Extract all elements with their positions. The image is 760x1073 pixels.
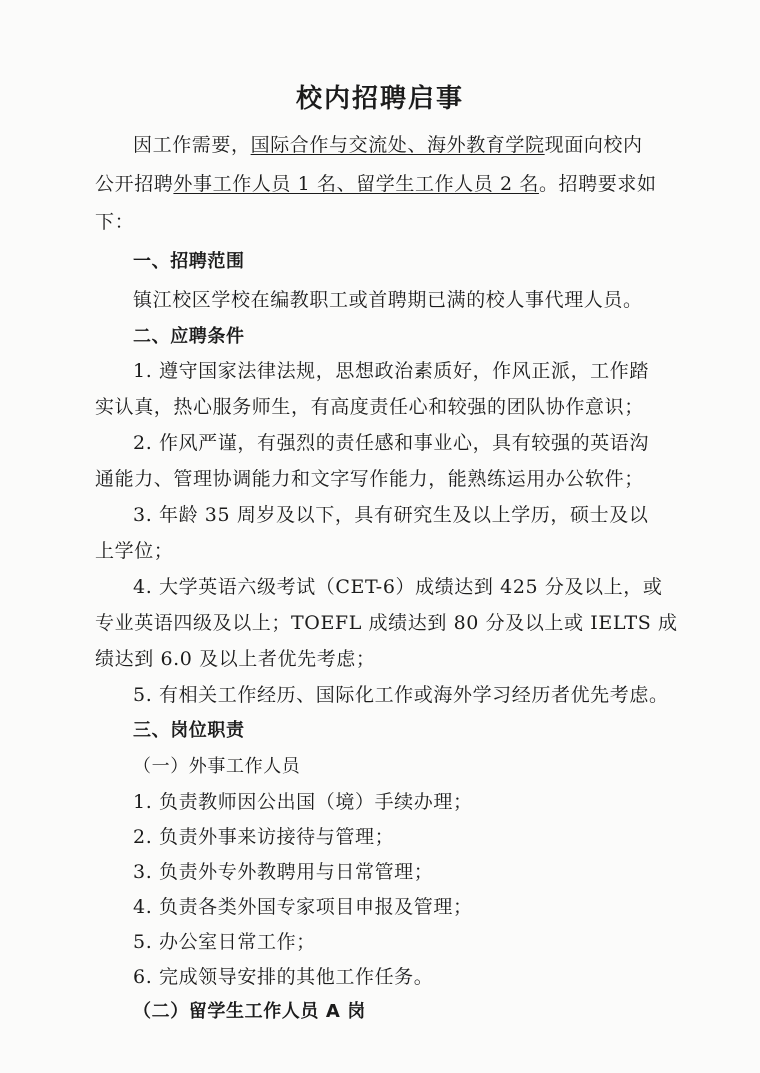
intro-text: 。招聘要求如 [538,173,657,195]
section-heading-requirements: 二、应聘条件 [133,326,245,347]
requirement-2-line-2: 通能力、管理协调能力和文字写作能力，能熟练运用办公软件； [95,468,644,490]
section-heading-duties: 三、岗位职责 [133,720,245,741]
requirement-1-line-1: 1. 遵守国家法律法规，思想政治素质好，作风正派，工作踏 [133,360,649,382]
intro-text: 公开招聘 [95,173,174,195]
positions-count: 外事工作人员 1 名、留学生工作人员 2 名 [173,173,539,195]
subsection-heading-foreign-affairs: （一）外事工作人员 [133,756,301,777]
scope-text: 镇江校区学校在编教职工或首聘期已满的校人事代理人员。 [133,289,643,311]
intro-line-1 [133,130,643,157]
duty-item: 2. 负责外事来访接待与管理； [133,826,395,848]
duty-item: 3. 负责外专外教聘用与日常管理； [133,861,434,883]
subsection-heading-international-students: （二）留学生工作人员 A 岗 [133,1001,366,1022]
requirement-3-line-1: 3. 年龄 35 周岁及以下，具有研究生及以上学历，硕士及以 [133,504,649,526]
duty-item: 5. 办公室日常工作； [133,931,316,953]
requirement-2-line-1: 2. 作风严谨，有强烈的责任感和事业心，具有较强的英语沟 [133,432,649,454]
intro-text: 因工作需要， [133,134,251,156]
requirement-4-line-2: 专业英语四级及以上；TOEFL 成绩达到 80 分及以上或 IELTS 成 [95,612,678,634]
intro-line-2 [95,169,657,196]
intro-text: 现面向校内 [544,134,643,156]
requirement-5-line-1: 5. 有相关工作经历、国际化工作或海外学习经历者优先考虑。 [133,684,669,706]
department-name: 国际合作与交流处、海外教育学院 [250,134,545,156]
intro-line-3: 下： [95,211,135,233]
requirement-4-line-3: 绩达到 6.0 及以上者优先考虑； [95,648,376,670]
requirement-1-line-2: 实认真，热心服务师生，有高度责任心和较强的团队协作意识； [95,396,644,418]
requirement-3-line-2: 上学位； [95,540,174,562]
duty-item: 1. 负责教师因公出国（境）手续办理； [133,791,473,813]
requirement-4-line-1: 4. 大学英语六级考试（CET-6）成绩达到 425 分及以上，或 [133,576,663,598]
section-heading-scope: 一、招聘范围 [133,251,245,272]
duty-item: 6. 完成领导安排的其他工作任务。 [133,966,434,988]
document-title: 校内招聘启事 [295,84,464,114]
duty-item: 4. 负责各类外国专家项目申报及管理； [133,896,473,918]
